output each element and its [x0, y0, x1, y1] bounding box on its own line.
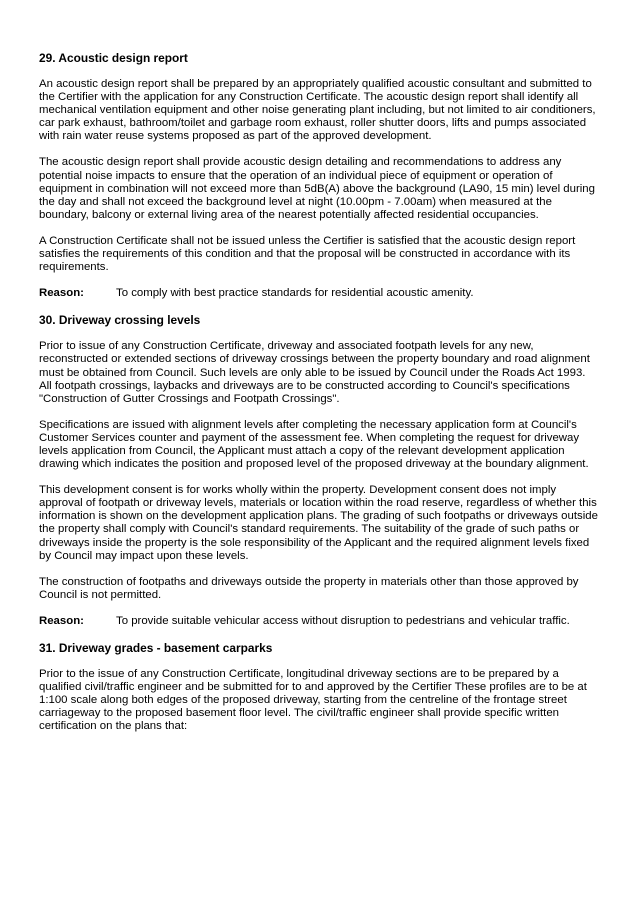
paragraph: Prior to issue of any Construction Certificate, driveway and associated footpath levels for any new, reconstructed or extended sections of driveway crossings between the property boundary and road alignment must be obtained from Council. Such levels are only able to be issued by Council under the Roads Act 1993. All footpath crossings, laybacks and driveways are to be constructed according to Council's specifications "Construction of Gutter Crossings and Footpath Crossings".	[39, 340, 590, 405]
paragraph: A Construction Certificate shall not be issued unless the Certifier is satisfied that the acoustic design report satisfies the requirements of this condition and that the proposal will be constructed in accordance with its requirements.	[39, 234, 576, 274]
reason-row	[39, 287, 598, 300]
condition-30	[39, 313, 598, 641]
paragraph: The acoustic design report shall provide acoustic design detailing and recommendations to address any potential noise impacts to ensure that the operation of an individual piece of equipment or operation of equipment in combination will not exceed more than 5dB(A) above the background (LA90, 15 min) level during the day and shall not exceed the background level at night (10.00pm - 7.00am) when measured at the boundary, balcony or external living area of the nearest potentially affected residential occupancies.	[39, 156, 595, 221]
reason-label: Reason:	[39, 614, 84, 627]
section-heading: 30. Driveway crossing levels	[39, 313, 201, 328]
section-heading: 31. Driveway grades - basement carparks	[39, 641, 273, 655]
condition-29	[39, 51, 598, 313]
reason-text: To comply with best practice standards for residential acoustic amenity.	[116, 287, 474, 300]
paragraph: Specifications are issued with alignment levels after completing the necessary application form at Council's Customer Services counter and payment of the assessment fee. When completing the request for driveway levels application from Council, the Applicant must attach a copy of the relevant development application drawing which indicates the position and proposed level of the proposed driveway at the boundary alignment.	[39, 418, 589, 471]
condition-31	[39, 641, 598, 733]
paragraph: This development consent is for works wholly within the property. Development consent does not imply approval of footpath or driveway levels, materials or location within the road reserve, regardless of whether this information is shown on the development application plans. The grading of such footpaths or driveways outside the property shall comply with Council's standard requirements. The suitability of the grade of such paths or driveways inside the property is the sole responsibility of the Applicant and the required alignment levels fixed by Council may impact upon these levels.	[39, 484, 598, 562]
reason-row	[39, 615, 598, 628]
reason-text: To provide suitable vehicular access without disruption to pedestrians and vehicular traffic.	[116, 614, 570, 627]
section-heading: 29. Acoustic design report	[39, 51, 188, 65]
paragraph: The construction of footpaths and driveways outside the property in materials other than those approved by Council is not permitted.	[39, 575, 579, 601]
paragraph: Prior to the issue of any Construction Certificate, longitudinal driveway sections are to be prepared by a qualified civil/traffic engineer and be submitted for to and approved by the Certifier These profiles are to be at 1:100 scale along both edges of the proposed driveway, starting from the centreline of the frontage street carriageway to the proposed basement floor level. The civil/traffic engineer shall provide specific written certification on the plans that:	[39, 668, 587, 733]
paragraph: An acoustic design report shall be prepared by an appropriately qualified acoustic consultant and submitted to the Certifier with the application for any Construction Certificate. The acoustic design report shall identify all mechanical ventilation equipment and other noise generating plant including, but not limited to air conditioners, car park exhaust, bathroom/toilet and garbage room exhaust, roller shutter doors, lifts and pumps associated with rain water reuse systems proposed as part of the approved development.	[39, 78, 596, 143]
reason-label: Reason:	[39, 287, 84, 300]
